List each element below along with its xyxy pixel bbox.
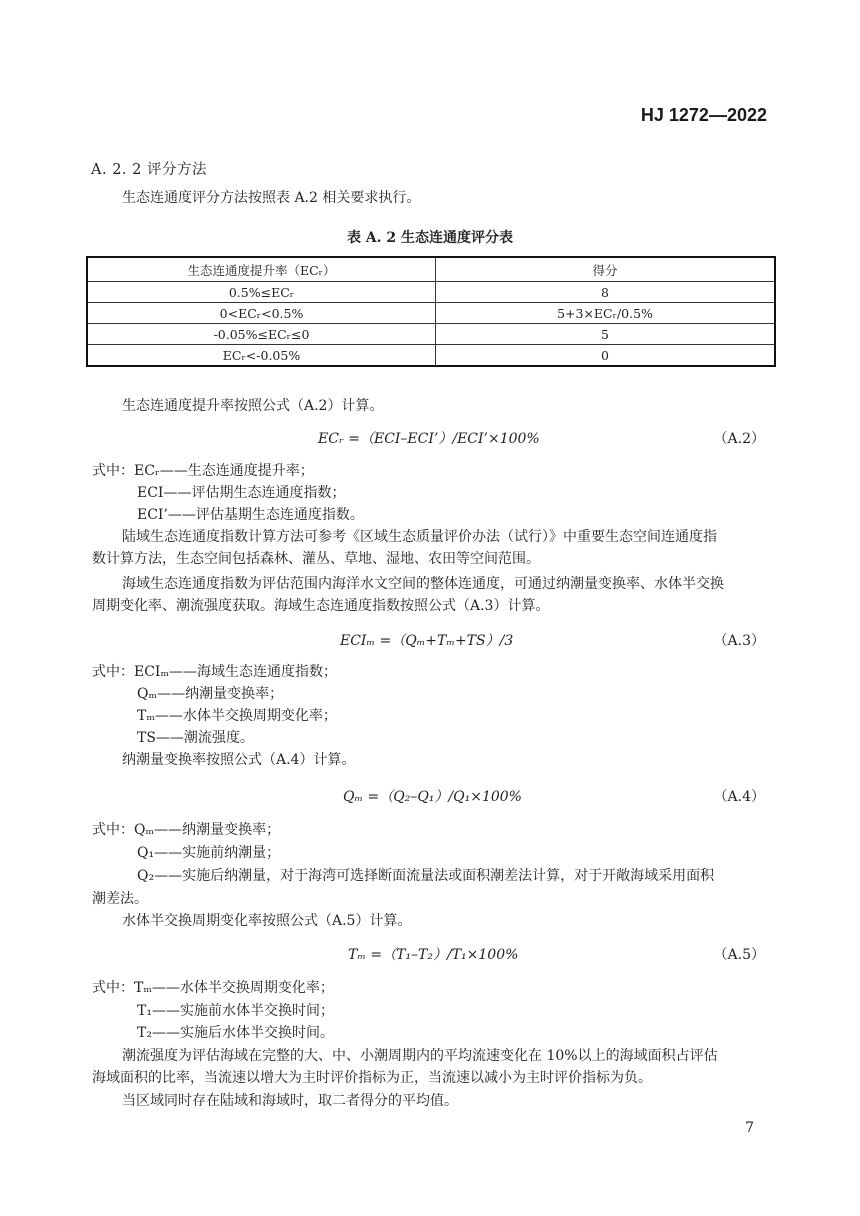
- table-cell: 5: [436, 324, 776, 345]
- where-line: ECI’——评估基期生态连通度指数。: [137, 507, 364, 523]
- table-header-cell: 生态连通度提升率（ECᵣ）: [87, 257, 436, 282]
- table-caption: 表 A. 2 生态连通度评分表: [346, 230, 514, 246]
- where-line: Q₁——实施前纳潮量；: [137, 845, 281, 861]
- table-cell: ECᵣ<-0.05%: [87, 345, 436, 367]
- where-line: 式中：Qₘ——纳潮量变换率；: [92, 822, 281, 838]
- where-line: T₂——实施后水体半交换时间。: [137, 1025, 334, 1041]
- where-line: Tₘ——水体半交换周期变化率；: [137, 708, 337, 724]
- paragraph-6-line-1: 潮流强度为评估海域在完整的大、中、小潮周期内的平均流速变化在 10%以上的海域面积占评估: [122, 1048, 718, 1064]
- paragraph-5: 水体半交换周期变化率按照公式（A.5）计算。: [122, 913, 412, 929]
- table-cell: 5+3×ECᵣ/0.5%: [436, 303, 776, 324]
- section-heading: A. 2. 2 评分方法: [91, 162, 207, 178]
- where-line: ECI——评估期生态连通度指数；: [137, 485, 346, 501]
- where-line: 式中：ECᵣ——生态连通度提升率；: [92, 463, 314, 479]
- formula-a2: ECᵣ =（ECI–ECI’）/ECI’×100%: [318, 431, 540, 447]
- table-cell: 0.5%≤ECᵣ: [87, 282, 436, 303]
- paragraph-3-line-1: 海域生态连通度指数为评估范围内海洋水文空间的整体连通度，可通过纳潮量变换率、水体半交换: [122, 576, 724, 592]
- where-line: Qₘ——纳潮量变换率；: [137, 686, 284, 702]
- table-cell: 0<ECᵣ<0.5%: [87, 303, 436, 324]
- formula-number-a4: （A.4）: [713, 789, 765, 805]
- table-header-cell: 得分: [436, 257, 776, 282]
- paragraph-6-line-2: 海域面积的比率，当流速以增大为主时评价指标为正，当流速以减小为主时评价指标为负。: [92, 1070, 652, 1086]
- paragraph-2-line-2: 数计算方法，生态空间包括森林、灌丛、草地、湿地、农田等空间范围。: [92, 551, 540, 567]
- formula-number-a3: （A.3）: [713, 633, 765, 649]
- table-cell: 0: [436, 345, 776, 367]
- formula-a3: ECIₘ =（Qₘ+Tₘ+TS）/3: [340, 633, 514, 649]
- intro-paragraph: 生态连通度评分方法按照表 A.2 相关要求执行。: [122, 190, 421, 206]
- where-line: Q₂——实施后纳潮量，对于海湾可选择断面流量法或面积潮差法计算，对于开敞海域采用面积: [137, 868, 715, 884]
- formula-a5: Tₘ =（T₁–T₂）/T₁×100%: [348, 947, 519, 963]
- table-row: [87, 303, 775, 324]
- formula-a4: Qₘ =（Q₂–Q₁）/Q₁×100%: [343, 789, 522, 805]
- page-number: 7: [745, 1120, 754, 1136]
- table-header-row: [87, 257, 775, 282]
- paragraph-7: 当区域同时存在陆域和海域时，取二者得分的平均值。: [122, 1093, 458, 1109]
- paragraph-2-line-1: 陆域生态连通度指数计算方法可参考《区域生态质量评价办法（试行）》中重要生态空间连通度指: [122, 529, 717, 545]
- where-line: 式中：ECIₘ——海域生态连通度指数；: [92, 664, 338, 680]
- table-row: [87, 282, 775, 303]
- paragraph-1: 生态连通度提升率按照公式（A.2）计算。: [122, 398, 384, 414]
- table-row: [87, 324, 775, 345]
- table-row: [87, 345, 775, 367]
- formula-number-a2: （A.2）: [713, 431, 765, 447]
- formula-number-a5: （A.5）: [713, 947, 765, 963]
- where-line: T₁——实施前水体半交换时间；: [137, 1003, 334, 1019]
- where-line: 潮差法。: [92, 891, 148, 907]
- paragraph-4: 纳潮量变换率按照公式（A.4）计算。: [122, 752, 356, 768]
- table-cell: 8: [436, 282, 776, 303]
- score-table: [86, 256, 776, 367]
- paragraph-3-line-2: 周期变化率、潮流强度获取。海域生态连通度指数按照公式（A.3）计算。: [92, 598, 550, 614]
- where-line: 式中：Tₘ——水体半交换周期变化率；: [92, 980, 334, 996]
- standard-number: HJ 1272—2022: [640, 105, 767, 125]
- table-cell: -0.05%≤ECᵣ≤0: [87, 324, 436, 345]
- where-line: TS——潮流强度。: [137, 730, 254, 746]
